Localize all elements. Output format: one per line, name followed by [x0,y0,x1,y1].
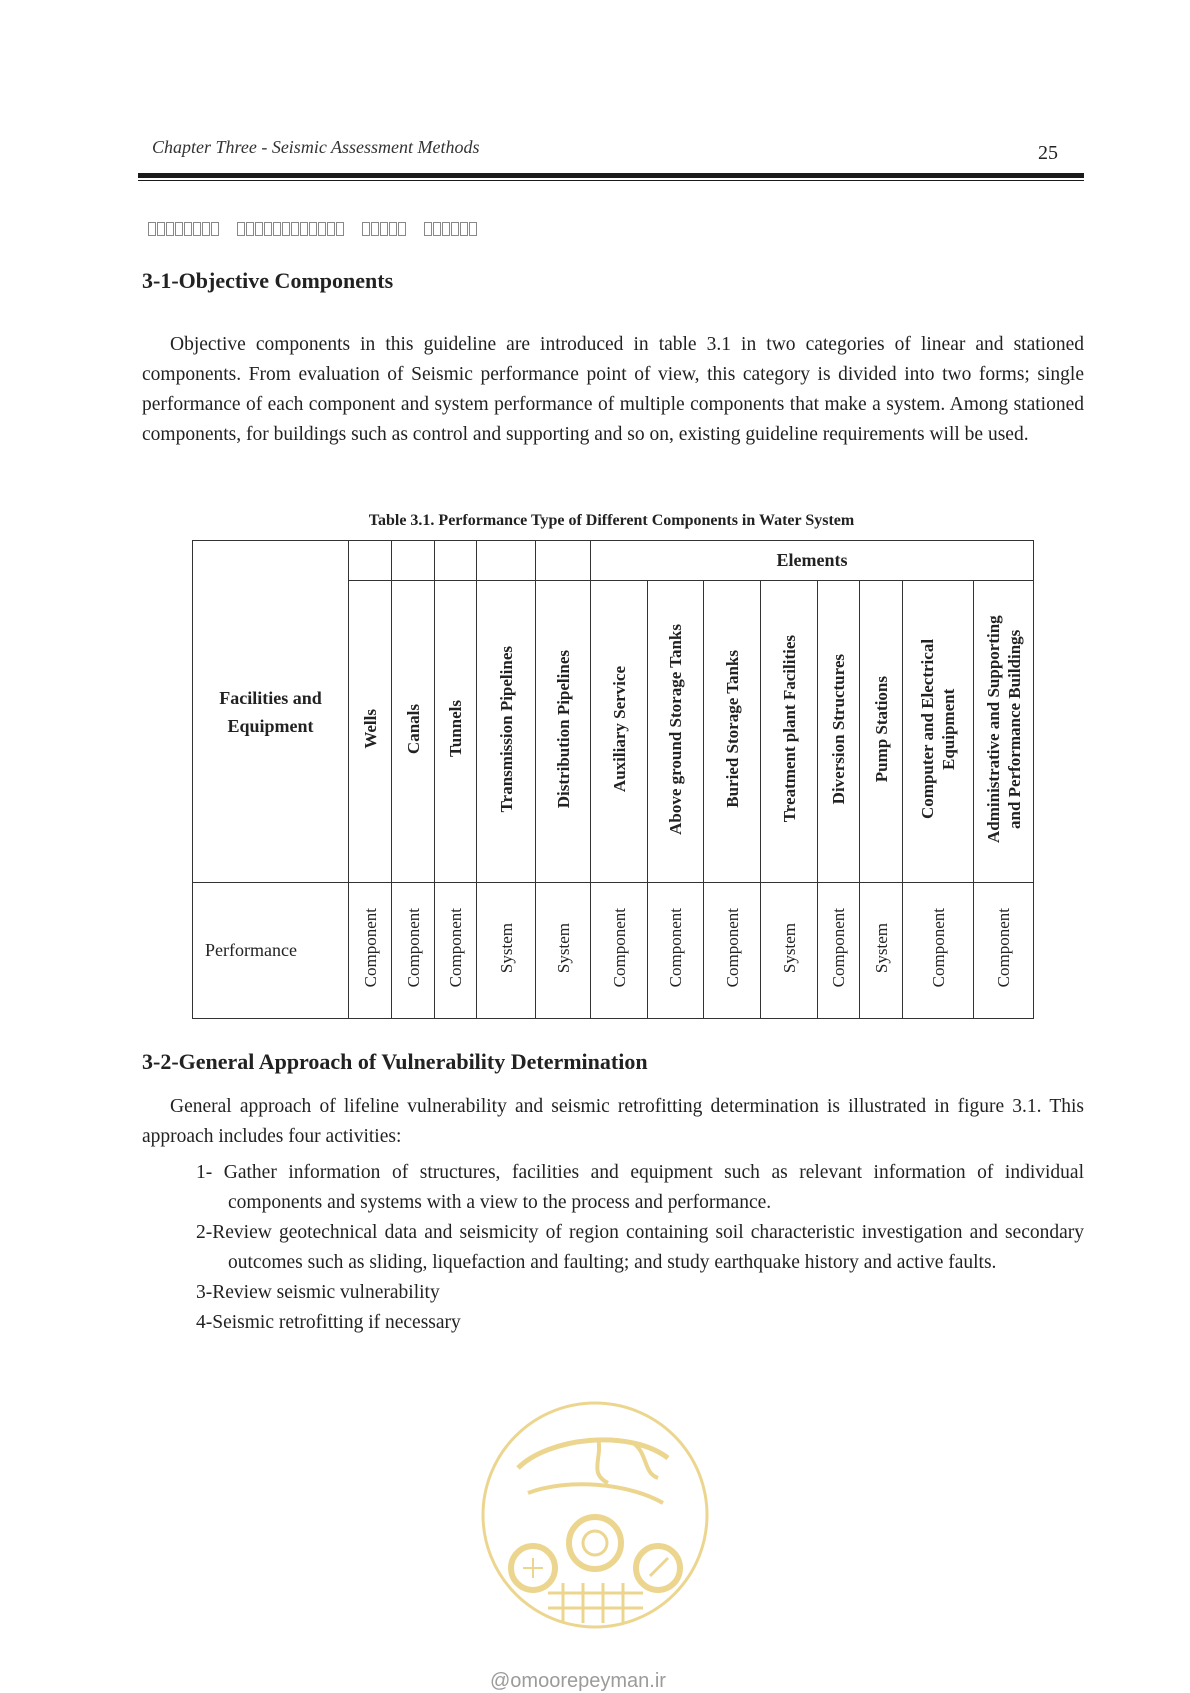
list-item: 3-Review seismic vulnerability [196,1282,440,1303]
column-header [477,581,536,883]
header-rule-thick [138,173,1084,178]
performance-cell [435,883,477,1019]
header-rule-thin [138,180,1084,181]
performance-value: System [779,922,799,974]
list-item: 2-Review geotechnical data and seismicity of region containing soil characteristic investigation and secondary outcomes such as sliding, liquefaction and faulting; and study earthquake history and active faults. [196,1222,1084,1273]
column-header-label: Above ground Storage Tanks [666,623,685,835]
performance-cell [349,883,392,1019]
column-header [860,581,903,883]
performance-cell [591,883,648,1019]
performance-value: Component [994,908,1013,988]
performance-cell [648,883,704,1019]
empty-header-cell [477,541,536,581]
column-header [974,581,1034,883]
column-header-label: Transmission Pipelines [496,645,516,813]
unrendered-glyph-line [148,222,477,236]
performance-cell [536,883,591,1019]
table-caption: Table 3.1. Performance Type of Different Components in Water System [368,512,855,529]
performance-row [193,883,1034,1019]
column-header-label: Pump Stations [871,675,891,783]
objective-components-paragraph: Objective components in this guideline are introduced in table 3.1 in two categories of linear and stationed components. From evaluation of Seismic performance point of view, this category is divided into two forms; single performance of each component and system performance of multiple components that make a system. Among stationed components, for buildings such as control and supporting and so on, existing guideline requirements will be used. [142,334,1084,445]
performance-value: System [496,922,516,974]
performance-value: Component [666,908,685,988]
general-approach-paragraph: General approach of lifeline vulnerability and seismic retrofitting determination is illustrated in figure 3.1. This approach includes four activities: [142,1096,1084,1147]
column-header-label: Buried Storage Tanks [722,650,742,808]
performance-cell [761,883,818,1019]
page-number: 25 [1038,142,1058,164]
performance-cell [477,883,536,1019]
watermark-emblem-icon [478,1398,712,1638]
performance-value: Component [722,908,742,988]
performance-value: System [553,922,573,974]
column-header-label: Computer and Electrical Equipment [918,638,958,820]
column-header [536,581,591,883]
glyph-group [237,222,344,236]
corner-header-cell [193,541,349,883]
section-heading-objective-components: 3-1-Objective Components [142,268,394,293]
activity-list [196,1158,1084,1338]
glyph-group [362,222,406,236]
performance-table [192,540,1034,1019]
column-header [761,581,818,883]
empty-header-cell [392,541,435,581]
empty-header-cell [536,541,591,581]
performance-cell [392,883,435,1019]
column-header-label: Canals [403,703,423,755]
performance-cell [903,883,974,1019]
column-header [349,581,392,883]
column-header [903,581,974,883]
performance-cell [818,883,860,1019]
table-header-row [193,541,1034,581]
watermark-site-credit: @omoorepeyman.ir [490,1670,666,1692]
glyph-group [148,222,219,236]
column-header-label: Auxiliary Service [609,665,629,793]
column-header-label: Treatment plant Facilities [779,635,799,823]
performance-cell [974,883,1034,1019]
performance-cell [860,883,903,1019]
glyph-group [424,222,477,236]
column-header [435,581,477,883]
performance-value: System [871,922,891,974]
column-header-label: Wells [360,709,380,749]
watermark-logo [478,1398,712,1643]
list-item: 1- Gather information of structures, facilities and equipment such as relevant information of individual components and systems with a view to the process and performance. [196,1162,1084,1213]
performance-value: Component [446,908,465,988]
performance-value: Component [403,908,423,988]
chapter-title: Chapter Three - Seismic Assessment Methods [152,137,480,157]
performance-value: Component [609,908,629,988]
column-header-label: Distribution Pipelines [553,649,573,809]
performance-value: Component [928,908,948,988]
column-header [818,581,860,883]
list-item: 4-Seismic retrofitting if necessary [196,1312,461,1333]
section-heading-general-approach: 3-2-General Approach of Vulnerability Determination [142,1049,648,1074]
column-header [392,581,435,883]
column-header [704,581,761,883]
column-header-label: Diversion Structures [829,653,848,805]
performance-cell [704,883,761,1019]
column-header [591,581,648,883]
corner-header-label: Facilities and Equipment [219,687,322,736]
row-label-performance: Performance [193,883,349,1019]
empty-header-cell [349,541,392,581]
elements-header-cell: Elements [591,541,1034,581]
column-header [648,581,704,883]
column-header-label: Administrative and Supporting and Performance Buildings [983,615,1024,843]
empty-header-cell [435,541,477,581]
performance-value: Component [829,908,848,988]
column-header-label: Tunnels [446,700,465,758]
performance-value: Component [360,908,380,988]
